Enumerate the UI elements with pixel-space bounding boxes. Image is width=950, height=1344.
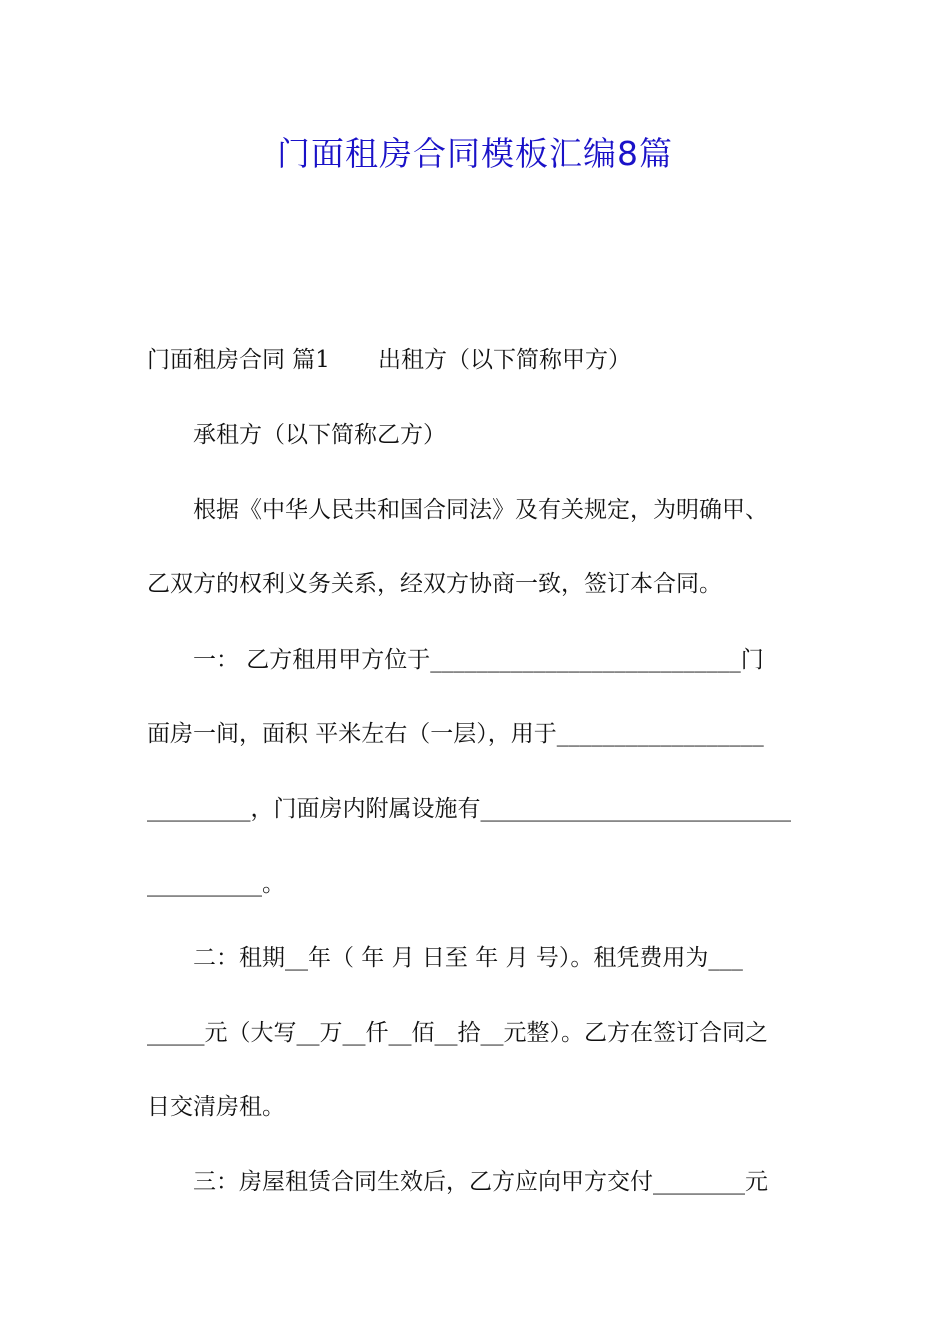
lessor-label: 出租方（以下简称甲方） — [377, 347, 631, 373]
paragraph-line-4: 乙双方的权利义务关系，经双方协商一致，签订本合同。 — [147, 571, 722, 597]
paragraph-line-6: 面房一间，面积 平米左右（一层），用于__________________ — [147, 721, 764, 747]
paragraph-line-2: 承租方（以下简称乙方） — [193, 422, 446, 448]
paragraph-line-5: 一： 乙方租用甲方位于___________________________门 — [193, 647, 764, 673]
section-heading: 门面租房合同 篇1 — [147, 347, 330, 373]
paragraph-line-1 — [147, 340, 807, 380]
paragraph-line-8: __________。 — [147, 871, 285, 897]
paragraph-line-12: 三：房屋租赁合同生效后，乙方应向甲方交付________元 — [193, 1169, 768, 1195]
document-title: 门面租房合同模板汇编8篇 — [277, 134, 673, 173]
paragraph-line-11: 日交清房租。 — [147, 1094, 285, 1120]
paragraph-line-3: 根据《中华人民共和国合同法》及有关规定，为明确甲、 — [193, 497, 768, 523]
paragraph-line-7: _________，门面房内附属设施有___________________________ — [147, 796, 791, 822]
paragraph-line-9: 二：租期__年（ 年 月 日至 年 月 号）。租凭费用为___ — [193, 945, 743, 971]
paragraph-line-10: _____元（大写__万__仟__佰__拾__元整）。乙方在签订合同之 — [147, 1020, 768, 1046]
